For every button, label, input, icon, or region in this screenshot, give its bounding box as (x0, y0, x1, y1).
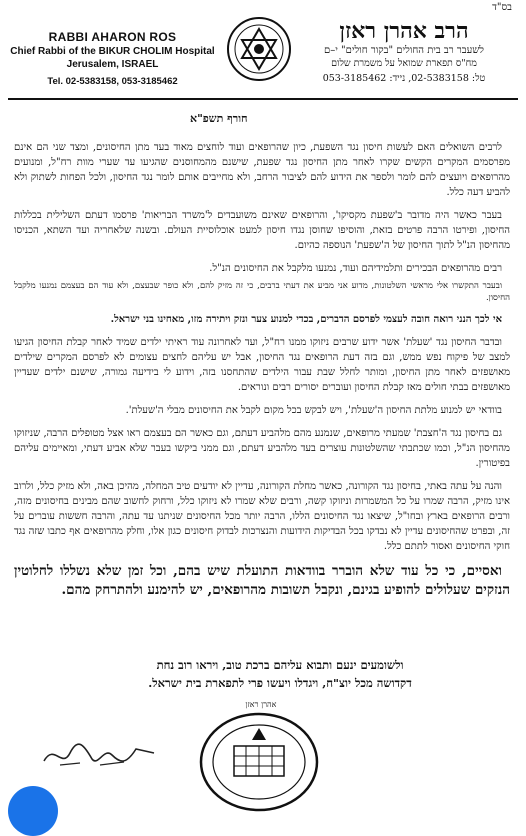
closing-line: ולשומעים ינעם ותבוא עליהם ברכת טוב, ויראו רוב נחת (156, 658, 404, 672)
star-of-david-seal-icon (226, 16, 292, 82)
closing-line: דקדושה מכל יוצ"ח, ויגדלו ויעשו פרי לתפארת בית ישראל. (148, 676, 412, 690)
letter-date: חורף תשפ"א (190, 112, 248, 125)
paragraph: גם בחיסון נגד ה'חצבת' שמעתי מרופאים, שנמנע מהם מלהביע דעתם, וגם כאשר הם בעצמם ראו אצל מטופלים הרבה, שניזוקו מהחיסון הנ"ל, וכמו שכתבתי שהשלטונות עוצרים בעד מלהביע דעתם, וגם ממני ביקשו בעבר שלא אביע דעתי, ומאיימים עליהם בפיטורין. (14, 428, 510, 469)
letter-body (14, 140, 510, 608)
english-title: Chief Rabbi of the BIKUR CHOLIM Hospital (10, 46, 215, 57)
hebrew-address: מח"ס תפארת שמואל על משמרת שלום (331, 58, 477, 70)
paragraph: אי לכך הנני רואה חובה לעצמי לפרסם הדברים, בכדי למנוע צער ונזק ויתירה מזו, מאחינו בני ישראל. (110, 314, 502, 325)
floating-action-button[interactable] (8, 786, 58, 836)
english-city: Jerusalem, ISRAEL (66, 59, 159, 70)
paragraph: רבים מהרופאים הבכירים ותלמידיהם ועוד, נמנעו מלקבל את החיסונים הנ"ל. (209, 263, 502, 274)
paragraph: בעבר כאשר היה מדובר ב'שפעת מקסיקו', והרופאים שאינם משועבדים ל'משרד הבריאות' פרסמו דעתם השלילית בכללות החיסון, ופירטו הרבה פרטים בזאת, והוסיפו שחוסן נגדו חיסון למעט אוכלוסיית העולם. ובשנה שלאחריה ועד השתא, הכניסו מהחיסון הנ"ל לתוך החיסון של ה'שפעת' הנוספה כהיום. (14, 210, 510, 251)
paragraph: ואסיים, כי כל עוד שלא הוברר בוודאות התועלת שיש בהם, וכל זמן שלא נשללו לחלוטין הנזקים שעלולים להופיע בגינם, ונקבל תשובות מהרופאים, יש להימנע ולהתרחק מהם. (14, 563, 510, 598)
paragraph: בוודאי יש למנוע מלתת החיסון ה'שעלת', ויש לבקש בכל מקום לקבל את החיסונים מבלי ה'שעלת'. (125, 405, 502, 416)
paragraph: ובעבר התקשרו אלי מראשי השלטונות, מדוע אני מביע את דעתי ברבים, כי זה מזיק להם, ולא כופר שבעצם, ולא עוד הם בעצמם נמנעו מלקבל החיסון. (14, 281, 510, 303)
english-tel: Tel. 02-5383158, 053-3185462 (47, 76, 178, 87)
header-divider (8, 98, 518, 100)
stamp-name: אהרן ראזן (245, 700, 277, 709)
handwritten-signature-icon (40, 735, 160, 775)
english-name: RABBI AHARON ROS (48, 30, 177, 44)
paragraph: לרבים השואלים האם לעשות חיסון נגד השפעת, כיון שהרופאים ועוד לוחצים מאוד בעד מתן החיסונים, ומצד שני הם אינם מפרסמים המקרים הקשים שקרו לאחר מתן החיסון נגד שפעת, שישנם מהמחוסנים שהגיעו עד שערי מוות רח"ל, ומנועים מהרופאים ויועצים להם לומר ולספר את הידוע להם לציבור הרחב, ולא מחייבים אותם לומר נגד החיסון, ולכל הפחות לשתוק ולא להביע דעה כלל. (14, 142, 510, 198)
hebrew-tel: טל: 02-5383158, נייד: 053-3185462 (322, 73, 486, 85)
closing-blessing (60, 656, 500, 692)
hebrew-name: הרב אהרן ראזן (339, 18, 469, 44)
paragraph: והנה על עתה באתי, בחיסון נגד הקורונה, כאשר מחלת הקורונה, עדיין לא יודעים טיב המחלה, מהיכן באה, ולא מזיק כלל, ולרוב אינו מזיק, הרבה שמרו על כל המשמרות וניזוקו קשה, ורבים שלא שמרו לא ניזוקו כלל, ורחוק לחשוב שהם מבינים בחיסונים מזה, ורבים הרופאים בארץ ובחו"ל, שיצאו נגד החיסונים הללו, הרבה יותר מכל החיסונים שניתנו עד עתה, והרבה חששות עוברים על זה, ובפרט שהחיסונים עדיין לא נבדקו בכל הבדיקות הידועות והנצרכות לבדוק חיסונים כגון אלו, וחלק מהרופאים אף כתבו שזה נגד חוקי החיסונים ואסור לתתם כלל. (14, 481, 510, 552)
hebrew-title: לשעבר רב בית החולים "בקור חולים" י–ם (324, 45, 484, 57)
paragraph: ובדבר החיסון נגד 'שעלת' אשר ידוע שרבים ניזוקו ממנו רח"ל, ועד לאחרונה עוד ראיתי ילדים שמיד לאחר קבלת החיסון הגיעו למצב של פיקוח נפש ממש, וגם בזה דעת הרופאים נגד החיסון, אבל יש עליהם לחצים עצומים לא לפרסם המקרים שילדים מאושפזים לאחר מתן החיסון, ומותר לחלל שבת עבור הילדים שהתחסנו בזה, וידוע לי בידיעה גמורה, שישנם ילדים שעדיין מאושפזים בבתי חולים מאז קבלת החיסון ועוברים יסורים רבים ונוראים. (14, 337, 510, 393)
hebrew-letterhead (294, 20, 514, 84)
bsd-mark: בס"ד (492, 2, 512, 13)
rabbinical-stamp-icon (196, 700, 322, 814)
english-letterhead (10, 30, 215, 87)
